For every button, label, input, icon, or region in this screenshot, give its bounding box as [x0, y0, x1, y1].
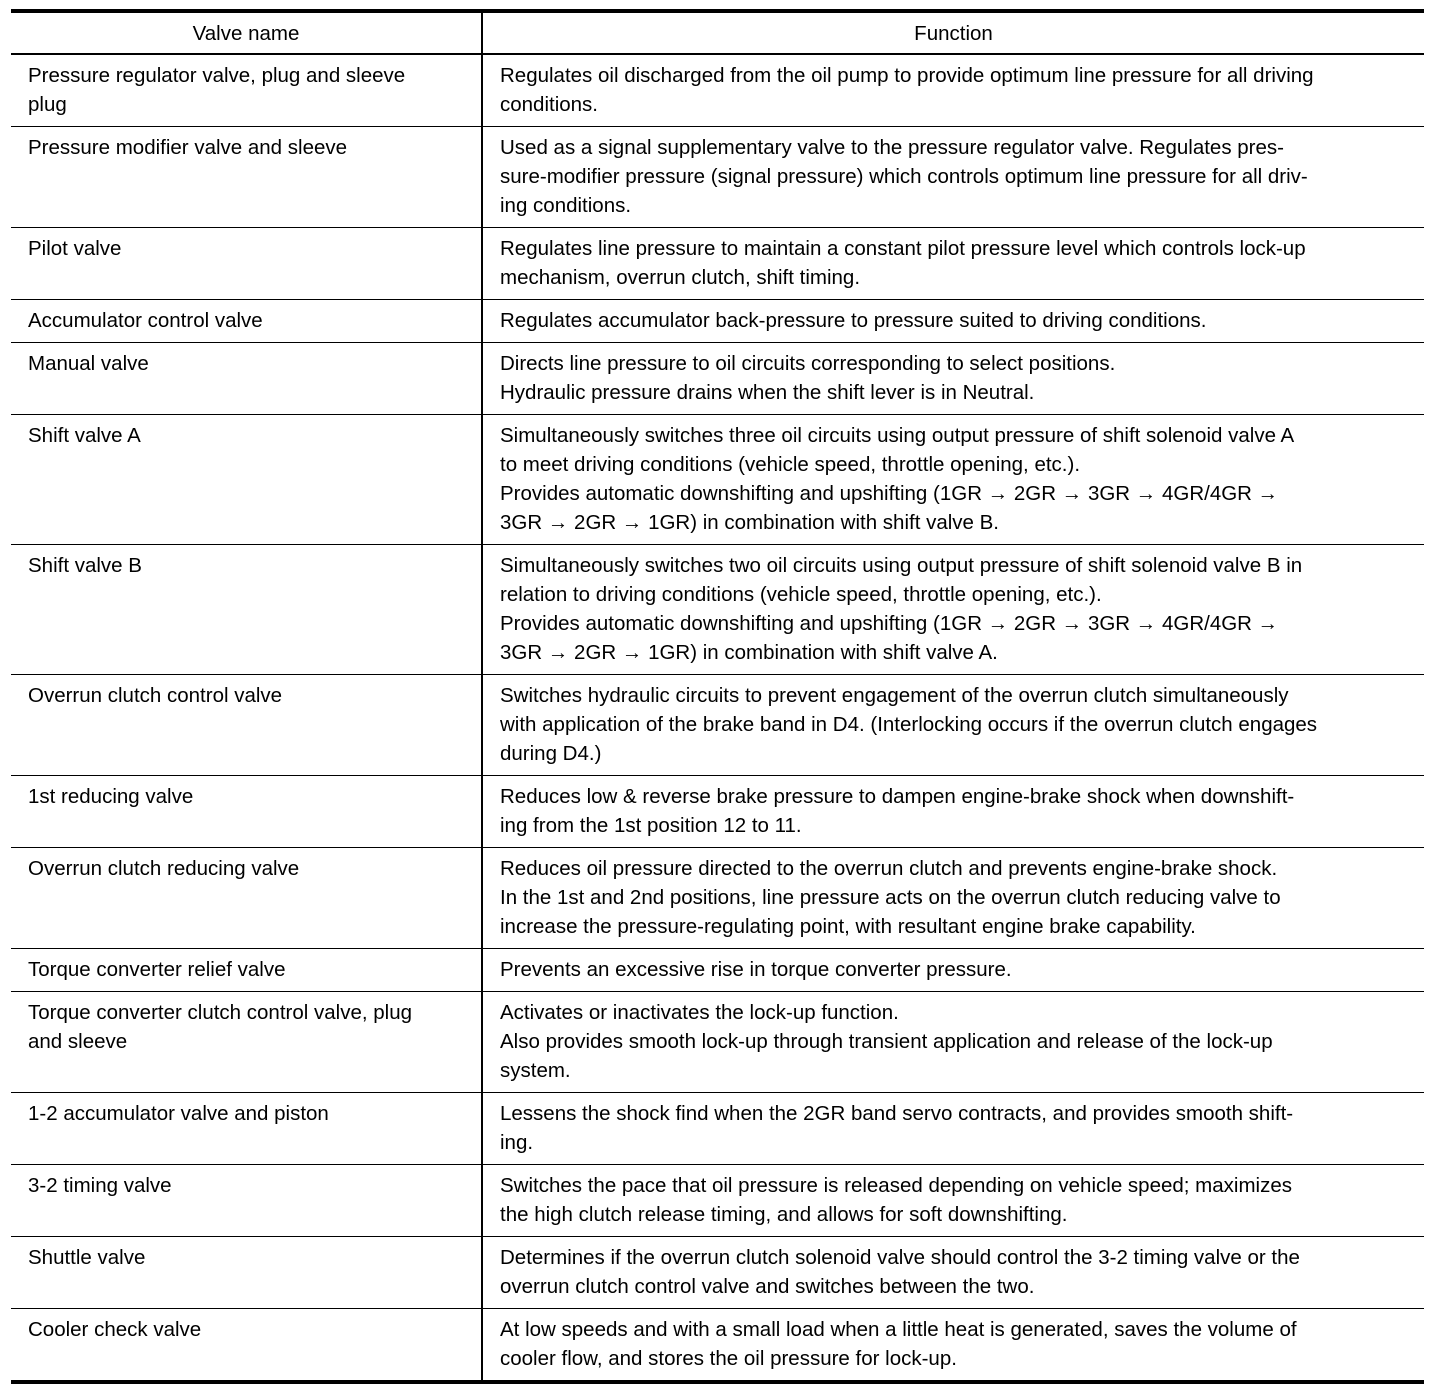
- table-row: [11, 1309, 1424, 1383]
- function-line: sure-modifier pressure (signal pressure) which controls optimum line pressure for all driv-: [500, 165, 1308, 188]
- table-row: [11, 300, 1424, 343]
- function-line: Provides automatic downshifting and upshifting (1GR → 2GR → 3GR → 4GR/4GR →: [500, 482, 1279, 505]
- function-line: Switches hydraulic circuits to prevent engagement of the overrun clutch simultaneously: [500, 684, 1289, 707]
- table-row: [11, 848, 1424, 949]
- function-line: system.: [500, 1059, 571, 1082]
- function-line: conditions.: [500, 93, 599, 116]
- function-line: Prevents an excessive rise in torque converter pressure.: [500, 958, 1012, 981]
- function-cell: [482, 1093, 1424, 1165]
- table-row: [11, 992, 1424, 1093]
- function-cell: [482, 1165, 1424, 1237]
- valve-name-cell: [11, 300, 482, 343]
- function-line: Hydraulic pressure drains when the shift lever is in Neutral.: [500, 381, 1035, 404]
- valve-name-line: Shift valve A: [28, 424, 141, 447]
- header-valve-name: Valve name: [11, 11, 482, 54]
- function-line: with application of the brake band in D4. (Interlocking occurs if the overrun clutch engages: [500, 713, 1318, 736]
- function-cell: [482, 675, 1424, 776]
- function-line: In the 1st and 2nd positions, line pressure acts on the overrun clutch reducing valve to: [500, 886, 1281, 909]
- header-function: Function: [482, 11, 1424, 54]
- function-cell: [482, 1237, 1424, 1309]
- table-row: [11, 1093, 1424, 1165]
- function-line: Regulates line pressure to maintain a constant pilot pressure level which controls lock-up: [500, 237, 1306, 260]
- table-row: [11, 949, 1424, 992]
- valve-name-cell: [11, 848, 482, 949]
- table-row: [11, 545, 1424, 675]
- function-line: ing.: [500, 1131, 534, 1154]
- function-line: Also provides smooth lock-up through transient application and release of the lock-up: [500, 1030, 1273, 1053]
- valve-name-cell: [11, 415, 482, 545]
- function-line: Regulates oil discharged from the oil pump to provide optimum line pressure for all driving: [500, 64, 1314, 87]
- valve-name-cell: [11, 1237, 482, 1309]
- valve-name-cell: [11, 127, 482, 228]
- function-line: to meet driving conditions (vehicle speed, throttle opening, etc.).: [500, 453, 1081, 476]
- function-cell: [482, 1309, 1424, 1383]
- function-cell: [482, 949, 1424, 992]
- valve-name-line: Overrun clutch control valve: [28, 684, 283, 707]
- function-line: Switches the pace that oil pressure is released depending on vehicle speed; maximizes: [500, 1174, 1292, 1197]
- valve-name-line: Pressure regulator valve, plug and sleeve: [28, 64, 406, 87]
- valve-name-cell: [11, 992, 482, 1093]
- function-cell: [482, 228, 1424, 300]
- table-row: [11, 776, 1424, 848]
- valve-name-line: 1st reducing valve: [28, 785, 194, 808]
- valve-name-cell: [11, 776, 482, 848]
- table-row: [11, 54, 1424, 127]
- function-cell: [482, 54, 1424, 127]
- function-line: Determines if the overrun clutch solenoid valve should control the 3-2 timing valve or the: [500, 1246, 1300, 1269]
- valve-name-cell: [11, 1165, 482, 1237]
- function-line: Used as a signal supplementary valve to the pressure regulator valve. Regulates pres-: [500, 136, 1284, 159]
- function-cell: [482, 343, 1424, 415]
- function-line: cooler flow, and stores the oil pressure for lock-up.: [500, 1347, 957, 1370]
- valve-name-line: Pilot valve: [28, 237, 122, 260]
- function-line: during D4.): [500, 742, 602, 765]
- function-line: Directs line pressure to oil circuits corresponding to select positions.: [500, 352, 1116, 375]
- function-line: the high clutch release timing, and allows for soft downshifting.: [500, 1203, 1068, 1226]
- function-line: Reduces oil pressure directed to the overrun clutch and prevents engine-brake shock.: [500, 857, 1278, 880]
- table-row: [11, 228, 1424, 300]
- table-row: [11, 1165, 1424, 1237]
- valve-name-line: Overrun clutch reducing valve: [28, 857, 300, 880]
- valve-name-line: Manual valve: [28, 352, 149, 375]
- valve-name-line: Accumulator control valve: [28, 309, 263, 332]
- table-row: [11, 675, 1424, 776]
- valve-name-line: Torque converter clutch control valve, plug: [28, 1001, 413, 1024]
- table-body: [11, 54, 1424, 1382]
- function-line: Activates or inactivates the lock-up function.: [500, 1001, 899, 1024]
- valve-name-line: Shuttle valve: [28, 1246, 146, 1269]
- function-line: Reduces low & reverse brake pressure to dampen engine-brake shock when downshift-: [500, 785, 1295, 808]
- valve-name-cell: [11, 228, 482, 300]
- valve-name-cell: [11, 54, 482, 127]
- valve-name-line: and sleeve: [28, 1030, 128, 1053]
- valve-name-line: Shift valve B: [28, 554, 142, 577]
- function-cell: [482, 776, 1424, 848]
- function-cell: [482, 415, 1424, 545]
- function-cell: [482, 992, 1424, 1093]
- function-line: relation to driving conditions (vehicle speed, throttle opening, etc.).: [500, 583, 1102, 606]
- function-line: Provides automatic downshifting and upshifting (1GR → 2GR → 3GR → 4GR/4GR →: [500, 612, 1279, 635]
- table-row: [11, 343, 1424, 415]
- table-row: [11, 1237, 1424, 1309]
- function-line: Regulates accumulator back-pressure to pressure suited to driving conditions.: [500, 309, 1207, 332]
- table-header-row: [11, 11, 1424, 54]
- function-line: Simultaneously switches two oil circuits using output pressure of shift solenoid valve B in: [500, 554, 1303, 577]
- table-row: [11, 415, 1424, 545]
- valve-function-table: [11, 9, 1424, 1384]
- valve-name-cell: [11, 343, 482, 415]
- valve-name-line: Torque converter relief valve: [28, 958, 286, 981]
- valve-name-line: plug: [28, 93, 67, 116]
- function-cell: [482, 300, 1424, 343]
- function-line: overrun clutch control valve and switches between the two.: [500, 1275, 1035, 1298]
- function-line: mechanism, overrun clutch, shift timing.: [500, 266, 861, 289]
- function-line: Simultaneously switches three oil circuits using output pressure of shift solenoid valve A: [500, 424, 1295, 447]
- function-cell: [482, 848, 1424, 949]
- valve-name-line: Cooler check valve: [28, 1318, 202, 1341]
- function-cell: [482, 545, 1424, 675]
- valve-name-cell: [11, 949, 482, 992]
- valve-name-line: 3-2 timing valve: [28, 1174, 172, 1197]
- function-line: increase the pressure-regulating point, with resultant engine brake capability.: [500, 915, 1196, 938]
- function-line: At low speeds and with a small load when a little heat is generated, saves the volume of: [500, 1318, 1297, 1341]
- function-line: 3GR → 2GR → 1GR) in combination with shift valve B.: [500, 511, 1000, 534]
- valve-name-cell: [11, 1093, 482, 1165]
- function-line: 3GR → 2GR → 1GR) in combination with shift valve A.: [500, 641, 998, 664]
- table-row: [11, 127, 1424, 228]
- valve-name-cell: [11, 675, 482, 776]
- function-line: Lessens the shock find when the 2GR band servo contracts, and provides smooth shift-: [500, 1102, 1294, 1125]
- valve-name-line: Pressure modifier valve and sleeve: [28, 136, 348, 159]
- function-cell: [482, 127, 1424, 228]
- valve-name-cell: [11, 1309, 482, 1383]
- function-line: ing conditions.: [500, 194, 632, 217]
- valve-name-cell: [11, 545, 482, 675]
- function-line: ing from the 1st position 12 to 11.: [500, 814, 802, 837]
- valve-name-line: 1-2 accumulator valve and piston: [28, 1102, 329, 1125]
